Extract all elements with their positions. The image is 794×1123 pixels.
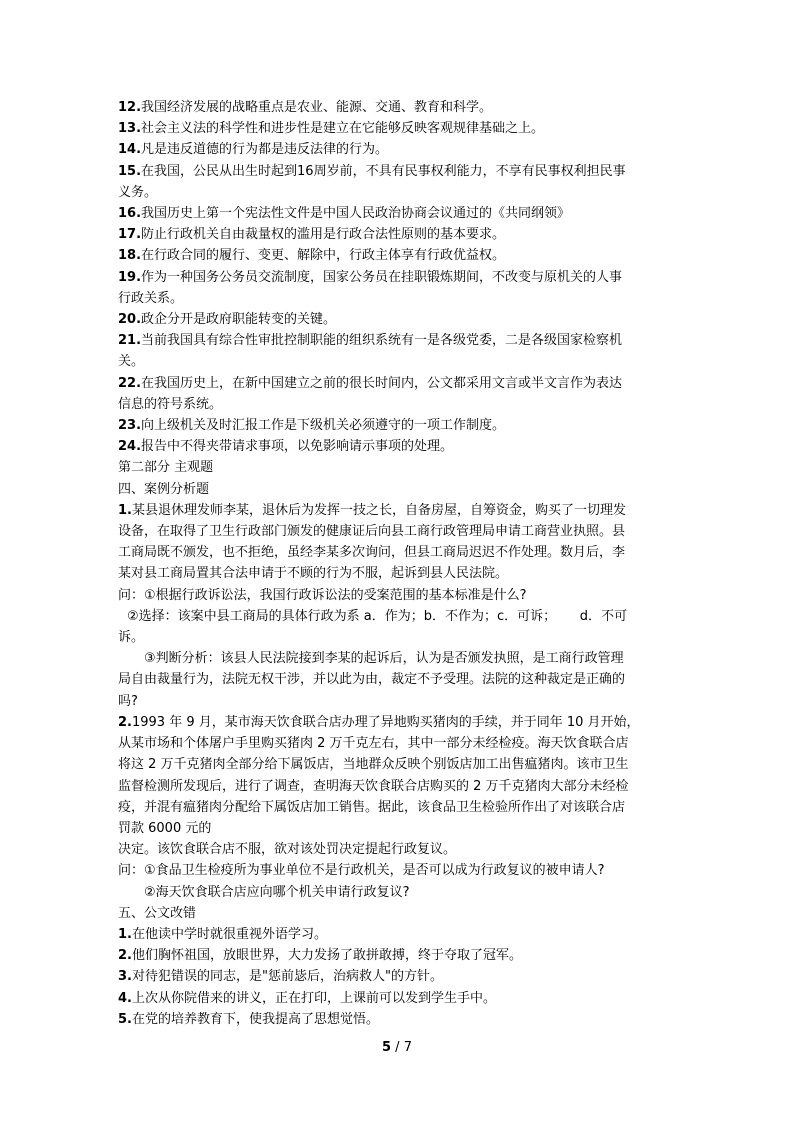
item-number: 14. (118, 142, 142, 158)
line-text: ③判断分析：该县人民法院接到李某的起诉后，认为是否颁发执照，是工商行政管理 (144, 651, 624, 667)
line-text: 上次从你院借来的讲义，正在打印，上课前可以发到学生手中。 (131, 990, 496, 1006)
line-text: 行政关系。 (118, 290, 184, 306)
text-line (118, 882, 678, 903)
line-text: 向上级机关及时汇报工作是下级机关必须遵守的一项工作制度。 (141, 418, 506, 434)
line-text: 吗? (118, 693, 138, 709)
item-number: 1. (118, 926, 132, 942)
line-text: 工商局既不颁发，也不拒绝，虽经李某多次询问，但县工商局迟迟不作处理。数月后，李 (118, 545, 626, 561)
item-number: 15. (118, 163, 142, 179)
text-line (118, 627, 678, 648)
text-line (118, 818, 678, 839)
item-number: 19. (118, 269, 142, 285)
text-line (118, 457, 678, 478)
line-text: 在党的培养教育下，使我提高了思想觉悟。 (131, 1011, 379, 1027)
line-text: 决定。该饮食联合店不服，欲对该处罚决定提起行政复议。 (118, 842, 457, 858)
text-line (118, 606, 678, 627)
text-line (118, 139, 678, 160)
line-text: 问：①食品卫生检疫所为事业单位不是行政机关，是否可以成为行政复议的被申请人? (118, 863, 605, 879)
line-text: 在他读中学时就很重视外语学习。 (131, 926, 327, 942)
line-text: 从某市场和个体屠户手里购买猪肉 2 万千克左右，其中一部分未经检疫。海天饮食联合店 (118, 736, 629, 752)
line-text: 将这 2 万千克猪肉全部分给下属饭店，当地群众反映个别饭店加工出售瘟猪肉。该市卫生 (118, 757, 629, 773)
text-line (118, 436, 678, 457)
line-text: 局自由裁量行为，法院无权干涉，并以此为由，裁定不予受理。法院的这种裁定是正确的 (118, 672, 626, 688)
item-number: 2. (118, 714, 132, 730)
line-text: 他们胸怀祖国，放眼世界，大力发扬了敢拼敢搏，终于夺取了冠军。 (131, 948, 522, 964)
text-line (118, 797, 678, 818)
line-text: 某县退休理发师李某，退休后为发挥一技之长，自备房屋，自筹资金，购买了一切理发 (131, 502, 626, 518)
line-text: 第二部分 主观题 (118, 460, 214, 476)
item-number: 23. (118, 418, 142, 434)
page-number: 5 (382, 1040, 392, 1055)
text-line (118, 479, 678, 500)
line-text: 五、公文改错 (118, 905, 197, 921)
text-line (118, 182, 678, 203)
line-text: 疫，并混有瘟猪肉分配给下属饭店加工销售。据此，该食品卫生检验所作出了对该联合店 (118, 799, 626, 815)
text-line (118, 839, 678, 860)
text-line (118, 97, 678, 118)
text-line (118, 245, 678, 266)
line-text: 监督检测所发现后，进行了调查，查明海天饮食联合店购买的 2 万千克猪肉大部分未经检 (118, 778, 629, 794)
text-line (118, 203, 678, 224)
line-text: 信息的符号系统。 (118, 396, 223, 412)
text-line (118, 966, 678, 987)
line-text: 设备，在取得了卫生行政部门颁发的健康证后向县工商行政管理局申请工商营业执照。县 (118, 524, 626, 540)
line-text: 我国经济发展的战略重点是农业、能源、交通、教育和科学。 (141, 100, 493, 115)
line-text: 在我国历史上，在新中国建立之前的很长时间内，公文都采用文言或半文言作为表达 (141, 375, 623, 391)
text-line (118, 118, 678, 139)
line-text: 诉。 (118, 630, 145, 646)
item-number: 21. (118, 333, 142, 349)
item-number: 12. (118, 100, 142, 115)
line-text: 罚款 6000 元的 (118, 820, 212, 836)
line-text: 在行政合同的履行、变更、解除中，行政主体享有行政优益权。 (141, 248, 506, 264)
text-line (118, 224, 678, 245)
document-body (118, 97, 678, 1030)
item-number: 3. (118, 969, 132, 985)
page-total: 7 (403, 1040, 412, 1055)
line-text: ②海天饮食联合店应向哪个机关申请行政复议? (144, 884, 410, 900)
text-line (118, 161, 678, 182)
text-line (118, 945, 678, 966)
page-separator: / (391, 1040, 404, 1055)
text-line (118, 712, 678, 733)
item-number: 18. (118, 248, 142, 264)
item-number: 24. (118, 439, 142, 455)
text-line (118, 415, 678, 436)
text-line (118, 691, 678, 712)
line-text: 凡是违反道德的行为都是违反法律的行为。 (141, 142, 389, 158)
line-text: 对待犯错误的同志，是"惩前毖后，治病救人"的方针。 (131, 969, 443, 985)
text-line (118, 860, 678, 881)
text-line (118, 309, 678, 330)
line-text: 1993 年 9 月，某市海天饮食联合店办理了异地购买猪肉的手续，并于同年 10 月开始， (131, 714, 640, 730)
text-line (118, 733, 678, 754)
text-line (118, 903, 678, 924)
line-text: 防止行政机关自由裁量权的滥用是行政合法性原则的基本要求。 (141, 227, 506, 243)
text-line (118, 1009, 678, 1030)
text-line (118, 267, 678, 288)
text-line (118, 776, 678, 797)
item-number: 20. (118, 312, 142, 328)
line-text: 我国历史上第一个宪法性文件是中国人民政治协商会议通过的《共同纲领》 (141, 206, 571, 222)
text-line (118, 542, 678, 563)
text-line (118, 500, 678, 521)
item-number: 17. (118, 227, 142, 243)
line-text: ②选择：该案中县工商局的具体行政为系 a．作为；b．不作为；c．可诉； d．不可 (127, 608, 628, 624)
text-line (118, 288, 678, 309)
line-text: 政企分开是政府职能转变的关键。 (141, 312, 337, 328)
text-line (118, 521, 678, 542)
page-footer (0, 1038, 794, 1058)
line-text: 某对县工商局置其合法申请于不顾的行为不服，起诉到县人民法院。 (118, 566, 509, 582)
text-line (118, 394, 678, 415)
item-number: 13. (118, 121, 142, 137)
item-number: 1. (118, 502, 132, 518)
item-number: 2. (118, 948, 132, 964)
text-line (118, 648, 678, 669)
line-text: 在我国，公民从出生时起到16周岁前，不具有民事权利能力，不享有民事权利担民事 (141, 163, 626, 179)
text-line (118, 669, 678, 690)
line-text: 义务。 (118, 184, 158, 200)
item-number: 22. (118, 375, 142, 391)
text-line (118, 563, 678, 584)
text-line (118, 351, 678, 372)
text-line (118, 330, 678, 351)
line-text: 关。 (118, 354, 145, 370)
line-text: 报告中不得夹带请求事项，以免影响请示事项的处理。 (141, 439, 454, 455)
line-text: 社会主义法的科学性和进步性是建立在它能够反映客观规律基础之上。 (141, 121, 545, 137)
text-line (118, 373, 678, 394)
item-number: 5. (118, 1011, 132, 1027)
line-text: 四、案例分析题 (118, 481, 210, 497)
text-line (118, 988, 678, 1009)
text-line (118, 754, 678, 775)
item-number: 16. (118, 206, 142, 222)
text-line (118, 585, 678, 606)
line-text: 作为一种国务公务员交流制度，国家公务员在挂职锻炼期间，不改变与原机关的人事 (141, 269, 623, 285)
text-line (118, 924, 678, 945)
item-number: 4. (118, 990, 132, 1006)
line-text: 问：①根据行政诉讼法，我国行政诉讼法的受案范围的基本标准是什么? (118, 587, 527, 603)
line-text: 当前我国具有综合性审批控制职能的组织系统有一是各级党委，二是各级国家检察机 (141, 333, 623, 349)
